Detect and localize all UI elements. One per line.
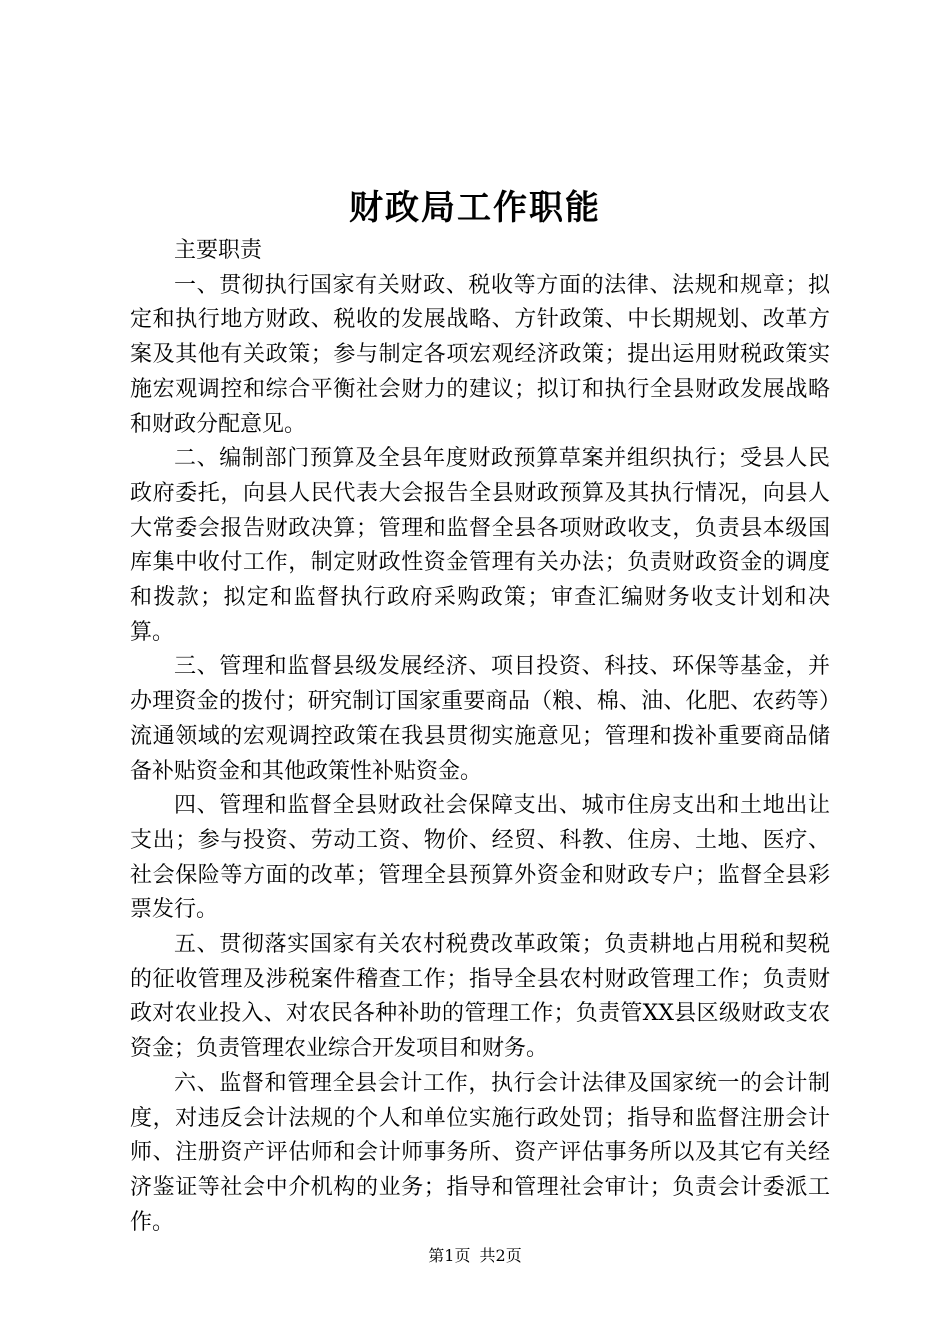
paragraph-5: 五、贯彻落实国家有关农村税费改革政策；负责耕地占用税和契税的征收管理及涉税案件稽查工作；指导全县农村财政管理工作；负责财政对农业投入、对农民各种补助的管理工作；负责管XX县区级财政支农资金；负责管理农业综合开发项目和财务。 <box>130 932 830 1062</box>
document-body <box>130 234 830 1240</box>
document-title: 财政局工作职能 <box>349 188 601 228</box>
page-number: 第1页 <box>428 1246 471 1265</box>
page-footer <box>0 1244 950 1268</box>
paragraph-4: 四、管理和监督全县财政社会保障支出、城市住房支出和土地出让支出；参与投资、劳动工资、物价、经贸、科教、住房、土地、医疗、社会保险等方面的改革；管理全县预算外资金和财政专户；监督全县彩票发行。 <box>130 793 830 923</box>
paragraph-6: 六、监督和管理全县会计工作，执行会计法律及国家统一的会计制度，对违反会计法规的个人和单位实施行政处罚；指导和监督注册会计师、注册资产评估师和会计师事务所、资产评估事务所以及其它有关经济鉴证等社会中介机构的业务；指导和管理社会审计；负责会计委派工作。 <box>130 1070 830 1235</box>
paragraph-1: 一、贯彻执行国家有关财政、税收等方面的法律、法规和规章；拟定和执行地方财政、税收的发展战略、方针政策、中长期规划、改革方案及其他有关政策；参与制定各项宏观经济政策；提出运用财税政策实施宏观调控和综合平衡社会财力的建议；拟订和执行全县财政发展战略和财政分配意见。 <box>130 272 830 437</box>
section-heading: 主要职责 <box>174 238 263 263</box>
page-total: 共2页 <box>479 1246 522 1265</box>
paragraph-3: 三、管理和监督县级发展经济、项目投资、科技、环保等基金，并办理资金的拨付；研究制订国家重要商品（粮、棉、油、化肥、农药等）流通领域的宏观调控政策在我县贯彻实施意见；管理和拨补重要商品储备补贴资金和其他政策性补贴资金。 <box>130 654 830 784</box>
paragraph-2: 二、编制部门预算及全县年度财政预算草案并组织执行；受县人民政府委托，向县人民代表大会报告全县财政预算及其执行情况，向县人大常委会报告财政决算；管理和监督全县各项财政收支，负责县本级国库集中收付工作，制定财政性资金管理有关办法；负责财政资金的调度和拨款；拟定和监督执行政府采购政策；审查汇编财务收支计划和决算。 <box>130 446 830 645</box>
